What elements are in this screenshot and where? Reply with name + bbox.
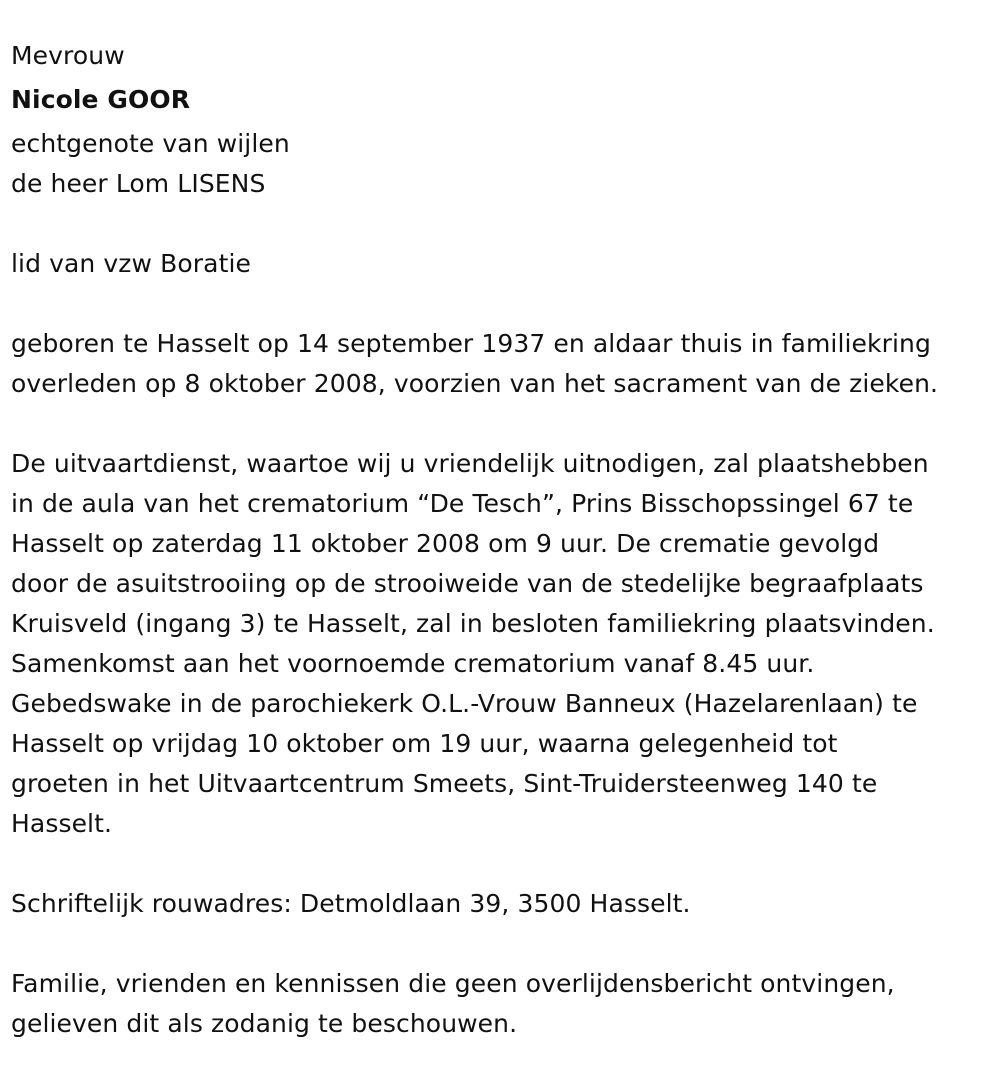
birth-death-paragraph <box>11 324 996 404</box>
closing-paragraph <box>11 964 996 1044</box>
service-line: De uitvaartdienst, waartoe wij u vriendelijk uitnodigen, zal plaatshebben <box>11 449 929 478</box>
service-line: Hasselt. <box>11 809 113 838</box>
birth-death-line: overleden op 8 oktober 2008, voorzien van het sacrament van de zieken. <box>11 369 939 398</box>
membership: lid van vzw Boratie <box>11 249 251 278</box>
service-line: Hasselt op zaterdag 11 oktober 2008 om 9 uur. De crematie gevolgd <box>11 529 880 558</box>
service-line: Gebedswake in de parochiekerk O.L.-Vrouw Banneux (Hazelarenlaan) te <box>11 689 918 718</box>
service-line: Hasselt op vrijdag 10 oktober om 19 uur, waarna gelegenheid tot <box>11 729 838 758</box>
relation-line-2: de heer Lom LISENS <box>11 169 266 198</box>
service-line: Kruisveld (ingang 3) te Hasselt, zal in besloten familiekring plaatsvinden. <box>11 609 935 638</box>
salutation: Mevrouw <box>11 41 125 70</box>
death-notice <box>11 36 996 1044</box>
service-line: door de asuitstrooiing op de strooiweide van de stedelijke begraafplaats <box>11 569 924 598</box>
service-line: Samenkomst aan het voornoemde crematorium vanaf 8.45 uur. <box>11 649 815 678</box>
birth-death-line: geboren te Hasselt op 14 september 1937 en aldaar thuis in familiekring <box>11 329 931 358</box>
deceased-name: Nicole GOOR <box>11 85 191 114</box>
service-line: groeten in het Uitvaartcentrum Smeets, Sint-Truidersteenweg 140 te <box>11 769 878 798</box>
service-paragraph <box>11 444 996 844</box>
mourning-address: Schriftelijk rouwadres: Detmoldlaan 39, 3500 Hasselt. <box>11 889 691 918</box>
service-line: in de aula van het crematorium “De Tesch”, Prins Bisschopssingel 67 te <box>11 489 914 518</box>
relation-line-1: echtgenote van wijlen <box>11 129 290 158</box>
closing-line: Familie, vrienden en kennissen die geen overlijdensbericht ontvingen, <box>11 969 895 998</box>
closing-line: gelieven dit als zodanig te beschouwen. <box>11 1009 518 1038</box>
